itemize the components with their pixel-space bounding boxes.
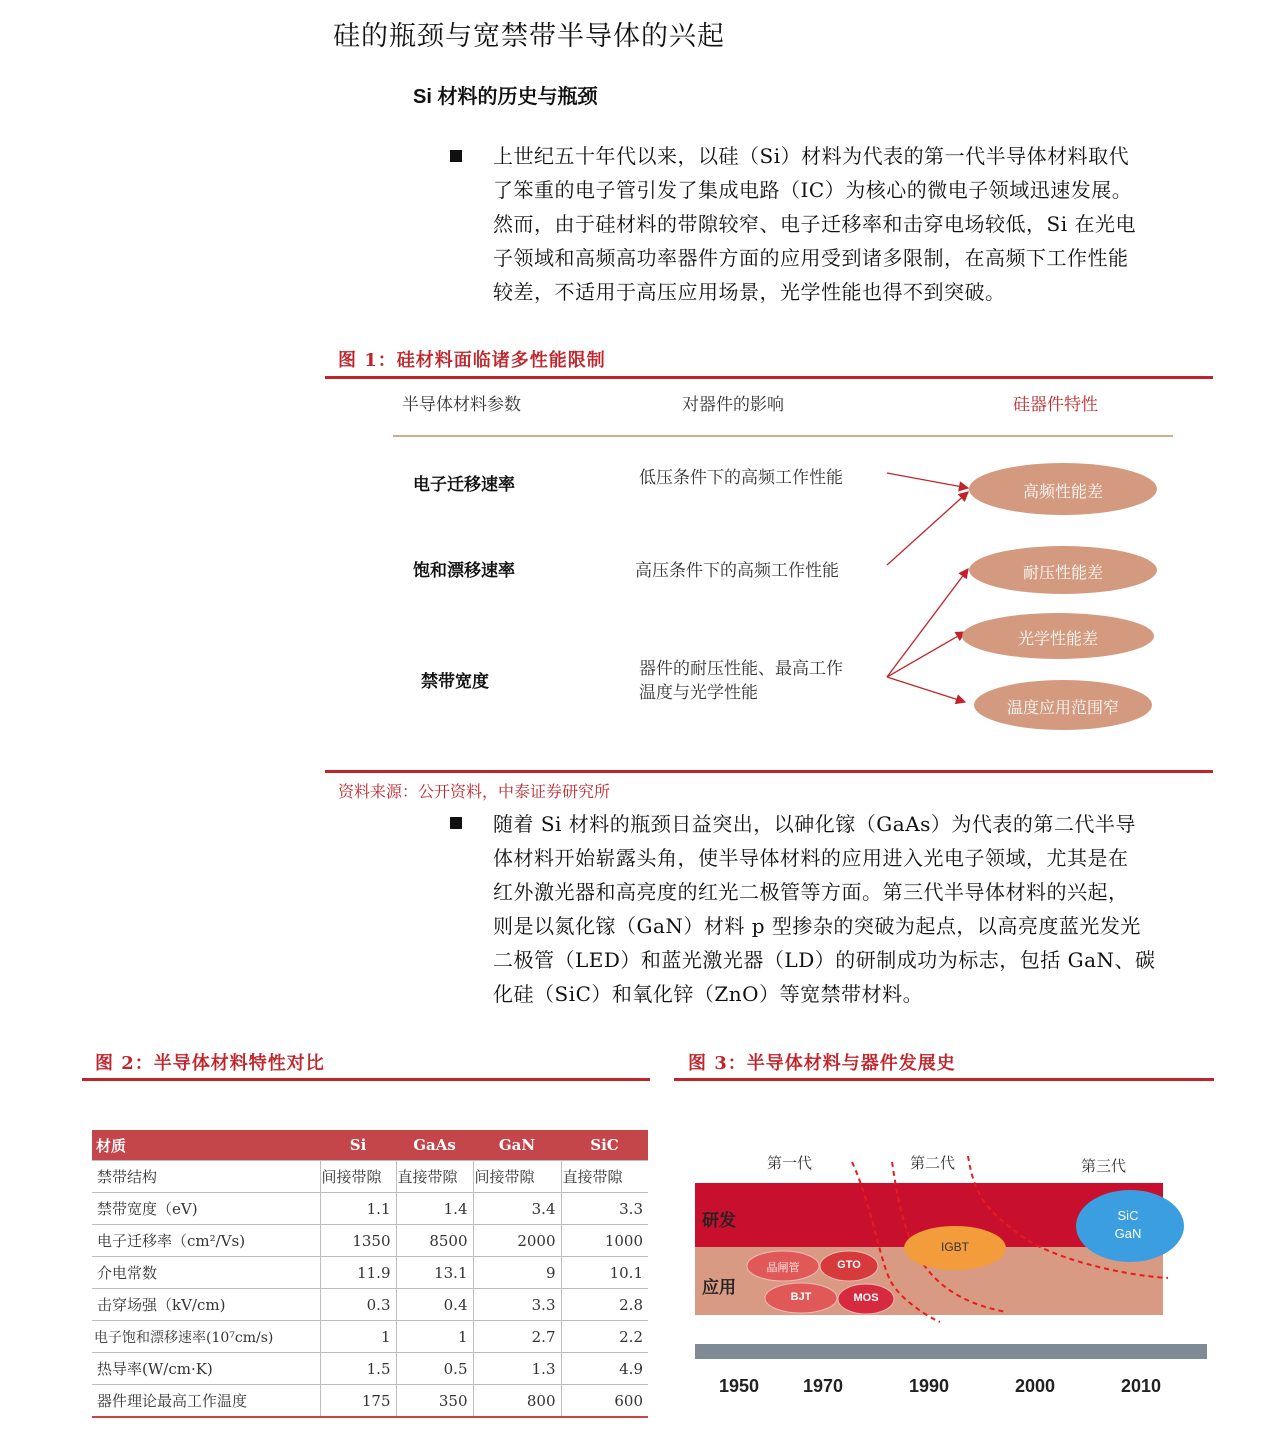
table-row — [92, 1193, 648, 1225]
param-saturation-drift: 饱和漂移速率 — [413, 561, 515, 581]
table-cell: 禁带宽度（eV) — [92, 1193, 320, 1225]
section-title: 硅的瓶颈与宽禁带半导体的兴起 — [333, 21, 725, 52]
table-cell: 1000 — [561, 1225, 648, 1257]
paragraph-line: 随着 Si 材料的瓶颈日益突出，以砷化镓（GaAs）为代表的第二代半导 — [493, 812, 1136, 836]
table-cell: 热导率(W/cm·K) — [92, 1353, 320, 1385]
table-cell: 3.3 — [473, 1289, 561, 1321]
arrow-gap-voltage — [887, 569, 968, 677]
effect-voltage-temp-line2: 温度与光学性能 — [639, 683, 758, 703]
table-row — [92, 1353, 648, 1385]
subsection-title: Si 材料的历史与瓶颈 — [413, 86, 598, 108]
table-cell: 直接带隙 — [561, 1161, 648, 1193]
effect-low-voltage: 低压条件下的高频工作性能 — [639, 468, 843, 488]
paragraph-line: 较差，不适用于高压应用场景，光学性能也得不到突破。 — [493, 280, 1006, 304]
paragraph-line: 化硅（SiC）和氧化锌（ZnO）等宽禁带材料。 — [493, 982, 924, 1006]
table-cell: 3.3 — [561, 1193, 648, 1225]
figure-3-diagram — [690, 1140, 1215, 1410]
figure-1-source: 资料来源：公开资料，中泰证券研究所 — [338, 782, 611, 801]
arrow-gap-temp — [887, 677, 965, 702]
device-thyristor: 晶闸管 — [766, 1261, 800, 1274]
figure-3-rule — [674, 1078, 1214, 1081]
table-row — [92, 1161, 648, 1193]
paragraph-line: 然而，由于硅材料的带隙较窄、电子迁移率和击穿电场较低，Si 在光电 — [493, 212, 1136, 236]
arrow-mobility — [887, 473, 968, 488]
figure-1-diagram — [325, 380, 1213, 770]
table-cell: 8500 — [396, 1225, 473, 1257]
figure-1-title: 图 1：硅材料面临诸多性能限制 — [338, 350, 606, 371]
table-cell: 0.3 — [320, 1289, 396, 1321]
paragraph-line: 了笨重的电子管引发了集成电路（IC）为核心的微电子领域迅速发展。 — [493, 178, 1133, 202]
arrow-drift — [887, 492, 968, 565]
table-header: GaAs — [396, 1130, 473, 1161]
table-cell: 器件理论最高工作温度 — [92, 1385, 320, 1418]
param-electron-mobility: 电子迁移速率 — [413, 475, 515, 495]
table-header: Si — [320, 1130, 396, 1161]
bullet-icon — [450, 817, 462, 829]
timeline-bar — [695, 1344, 1207, 1359]
figure-3-title: 图 3：半导体材料与器件发展史 — [688, 1053, 956, 1074]
material-gan: GaN — [1114, 1226, 1142, 1241]
table-header-row — [92, 1130, 648, 1161]
material-sic: SiC — [1117, 1208, 1139, 1223]
table-cell: 直接带隙 — [396, 1161, 473, 1193]
effect-high-voltage: 高压条件下的高频工作性能 — [635, 561, 839, 581]
trait-high-freq: 高频性能差 — [1022, 482, 1103, 501]
table-row — [92, 1289, 648, 1321]
generation-label: 第三代 — [1081, 1157, 1127, 1175]
table-cell: 1.1 — [320, 1193, 396, 1225]
table-cell: 1350 — [320, 1225, 396, 1257]
table-header: SiC — [561, 1130, 648, 1161]
col-header-effects: 对器件的影响 — [682, 395, 784, 415]
table-cell: 禁带结构 — [92, 1161, 320, 1193]
table-header: 材质 — [92, 1130, 320, 1161]
table-cell: 2.8 — [561, 1289, 648, 1321]
application-band-label: 应用 — [702, 1278, 736, 1298]
table-header: GaN — [473, 1130, 561, 1161]
paragraph-line: 则是以氮化镓（GaN）材料 p 型掺杂的突破为起点，以高亮度蓝光发光 — [493, 914, 1141, 938]
table-row — [92, 1385, 648, 1418]
table-cell: 10.1 — [561, 1257, 648, 1289]
table-cell: 间接带隙 — [473, 1161, 561, 1193]
figure-2-rule — [82, 1078, 650, 1081]
table-cell: 0.5 — [396, 1353, 473, 1385]
table-cell: 4.9 — [561, 1353, 648, 1385]
table-cell: 1.4 — [396, 1193, 473, 1225]
year-label: 2000 — [1015, 1376, 1056, 1396]
table-cell: 1 — [396, 1321, 473, 1353]
year-label: 1950 — [719, 1376, 760, 1396]
table-cell: 介电常数 — [92, 1257, 320, 1289]
figure-2-title: 图 2：半导体材料特性对比 — [95, 1053, 325, 1074]
year-label: 1990 — [909, 1376, 950, 1396]
device-igbt: IGBT — [940, 1240, 969, 1254]
paragraph-line: 体材料开始崭露头角，使半导体材料的应用进入光电子领域，尤其是在 — [493, 846, 1129, 870]
table-row — [92, 1257, 648, 1289]
col-header-params: 半导体材料参数 — [402, 395, 521, 415]
table-cell: 9 — [473, 1257, 561, 1289]
figure-1-bottom-rule — [325, 770, 1213, 773]
effect-voltage-temp-line1: 器件的耐压性能、最高工作 — [639, 659, 843, 679]
table-row — [92, 1225, 648, 1257]
device-gto: GTO — [837, 1259, 861, 1271]
paragraph-line: 上世纪五十年代以来，以硅（Si）材料为代表的第一代半导体材料取代 — [493, 144, 1130, 168]
table-cell: 电子迁移率（cm²/Vs) — [92, 1225, 320, 1257]
rd-band-label: 研发 — [702, 1211, 736, 1231]
paragraph-2 — [493, 807, 1213, 1011]
table-row — [92, 1321, 648, 1353]
table-cell: 电子饱和漂移速率(10⁷cm/s) — [92, 1321, 320, 1353]
figure-1-top-rule — [325, 376, 1213, 379]
param-band-gap: 禁带宽度 — [421, 672, 489, 692]
col-header-traits: 硅器件特性 — [1013, 395, 1098, 415]
table-cell: 2.2 — [561, 1321, 648, 1353]
history-chart — [690, 1140, 1215, 1410]
table-cell: 11.9 — [320, 1257, 396, 1289]
table-cell: 1.3 — [473, 1353, 561, 1385]
arrow-gap-optical — [887, 632, 965, 677]
paragraph-line: 二极管（LED）和蓝光激光器（LD）的研制成功为标志，包括 GaN、碳 — [493, 948, 1156, 972]
table-cell: 3.4 — [473, 1193, 561, 1225]
bullet-icon — [450, 150, 462, 162]
table-cell: 击穿场强（kV/cm) — [92, 1289, 320, 1321]
trait-optical: 光学性能差 — [1017, 629, 1098, 648]
comparison-table — [92, 1130, 648, 1418]
year-label: 1970 — [803, 1376, 844, 1396]
table-cell: 间接带隙 — [320, 1161, 396, 1193]
paragraph-line: 子领域和高频高功率器件方面的应用受到诸多限制，在高频下工作性能 — [493, 246, 1129, 270]
table-cell: 350 — [396, 1385, 473, 1418]
trait-voltage: 耐压性能差 — [1022, 563, 1103, 582]
table-cell: 175 — [320, 1385, 396, 1418]
table-cell: 2000 — [473, 1225, 561, 1257]
table-cell: 2.7 — [473, 1321, 561, 1353]
table-cell: 600 — [561, 1385, 648, 1418]
trait-temperature: 温度应用范围窄 — [1006, 698, 1119, 717]
generation-label: 第一代 — [767, 1154, 813, 1172]
device-mos: MOS — [853, 1292, 879, 1304]
paragraph-line: 红外激光器和高亮度的红光二极管等方面。第三代半导体材料的兴起， — [493, 880, 1129, 904]
year-label: 2010 — [1121, 1376, 1162, 1396]
generation-label: 第二代 — [910, 1154, 956, 1172]
table-cell: 13.1 — [396, 1257, 473, 1289]
table-cell: 1.5 — [320, 1353, 396, 1385]
table-cell: 0.4 — [396, 1289, 473, 1321]
paragraph-1 — [493, 139, 1213, 309]
table-cell: 800 — [473, 1385, 561, 1418]
device-bjt: BJT — [790, 1291, 812, 1303]
table-cell: 1 — [320, 1321, 396, 1353]
